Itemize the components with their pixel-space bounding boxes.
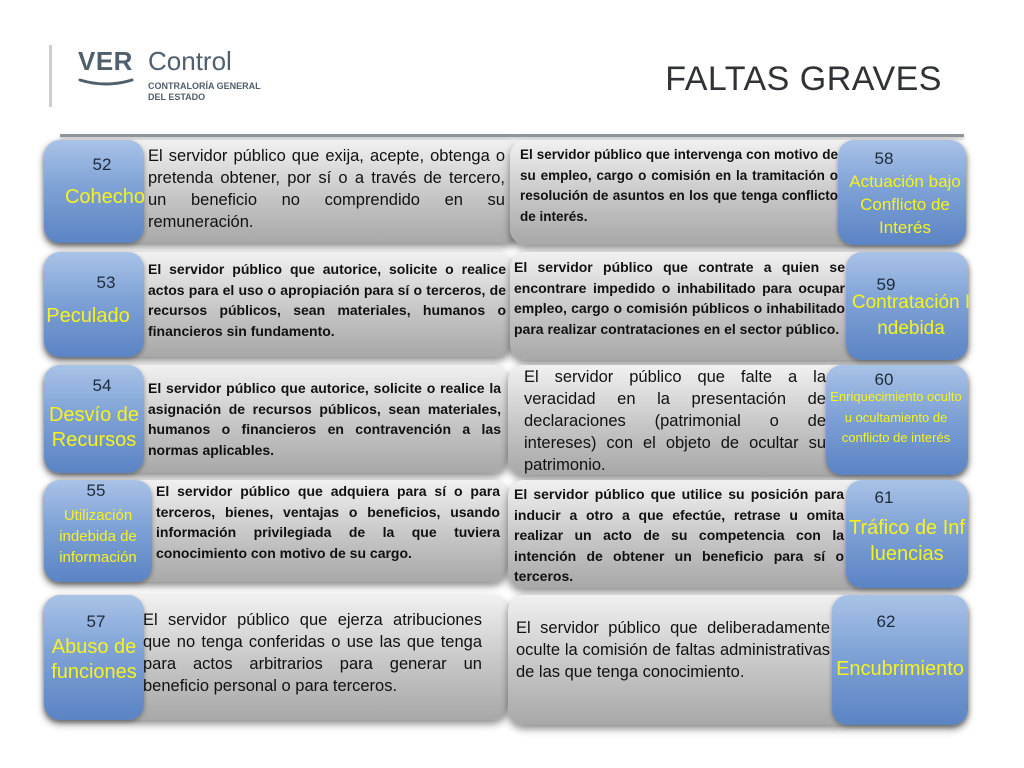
falta-name: Cohecho [64,186,146,208]
falta-name: Contratación Indebida [851,292,971,339]
logo-subtitle: CONTRALORÍA GENERAL DEL ESTADO [148,81,261,102]
falta-number: 57 [86,612,106,631]
falta-name: Enriquecimiento oculto u ocultamiento de conflicto de interés [830,389,962,445]
falta-description: El servidor público que intervenga con motivo de su empleo, cargo o comisión en la tramitación o resolución de asuntos en los que tenga conflicto de interés. [520,147,838,224]
falta-name: Actuación bajo Conflicto de Interés [849,172,961,237]
falta-description: El servidor público que exija, acepte, obtenga o pretenda obtener, por sí o a través de tercero, un beneficio no comprendido en su remuneración. [148,147,505,231]
falta-name: Encubrimiento [836,658,964,680]
falta-description: El servidor público que contrate a quien se encontrare impedido o inhabilitado para ocupar empleo, cargo o comisión públicos o inhabilitado para realizar contrataciones en el sector público. [514,259,845,337]
logo-mark: VER [78,46,133,76]
falta-number: 53 [96,273,116,292]
falta-description: El servidor público que falte a la veracidad en la presentación de declaraciones (patrimonial o de intereses) con el objeto de ocultar su patrimonio. [524,368,826,474]
falta-number: 59 [876,275,896,294]
falta-name: Abuso de funciones [51,636,137,683]
falta-number: 62 [876,612,896,631]
falta-name: Peculado [46,305,130,327]
falta-description: El servidor público que autorice, solicite o realice la asignación de recursos públicos, sean materiales, humanos o financieros en contravención a las normas aplicables. [148,380,501,458]
falta-description: El servidor público que adquiera para sí o para terceros, bienes, ventajas o beneficios, usando información privilegiada de la que tuviera conocimiento con motivo de su cargo. [156,483,500,561]
falta-number: 52 [92,155,112,174]
ver-control-logo [78,46,278,106]
logo-word: Control [148,46,232,76]
falta-description: El servidor público que deliberadamente oculte la comisión de faltas administrativas de las que tenga conocimiento. [516,619,830,681]
falta-name: Tráfico de Influencias [849,517,965,565]
falta-number: 61 [874,488,894,507]
falta-description: El servidor público que ejerza atribuciones que no tenga conferidas o use las que tenga para actos arbitrarios para generar un beneficio personal o para terceros. [143,611,482,695]
logo-divider [49,45,52,107]
falta-number: 54 [92,376,112,395]
falta-number: 55 [86,481,106,500]
page-title: FALTAS GRAVES [665,60,942,98]
falta-name: Utilización indebida de información [59,507,137,566]
falta-number: 60 [874,370,894,389]
falta-number: 58 [874,149,894,168]
title-divider [60,134,964,137]
falta-description: El servidor público que utilice su posición para inducir a otro a que efectúe, retrase u omita realizar un acto de su competencia con la intención de obtener un beneficio para sí o terceros. [514,486,844,584]
falta-description: El servidor público que autorice, solicite o realice actos para el uso o apropiación para sí o terceros, de recursos públicos, sean materiales, humanos o financieros sin fundamento. [148,261,506,339]
logo-swoosh-icon [78,77,134,87]
falta-name: Desvío de Recursos [48,404,140,451]
